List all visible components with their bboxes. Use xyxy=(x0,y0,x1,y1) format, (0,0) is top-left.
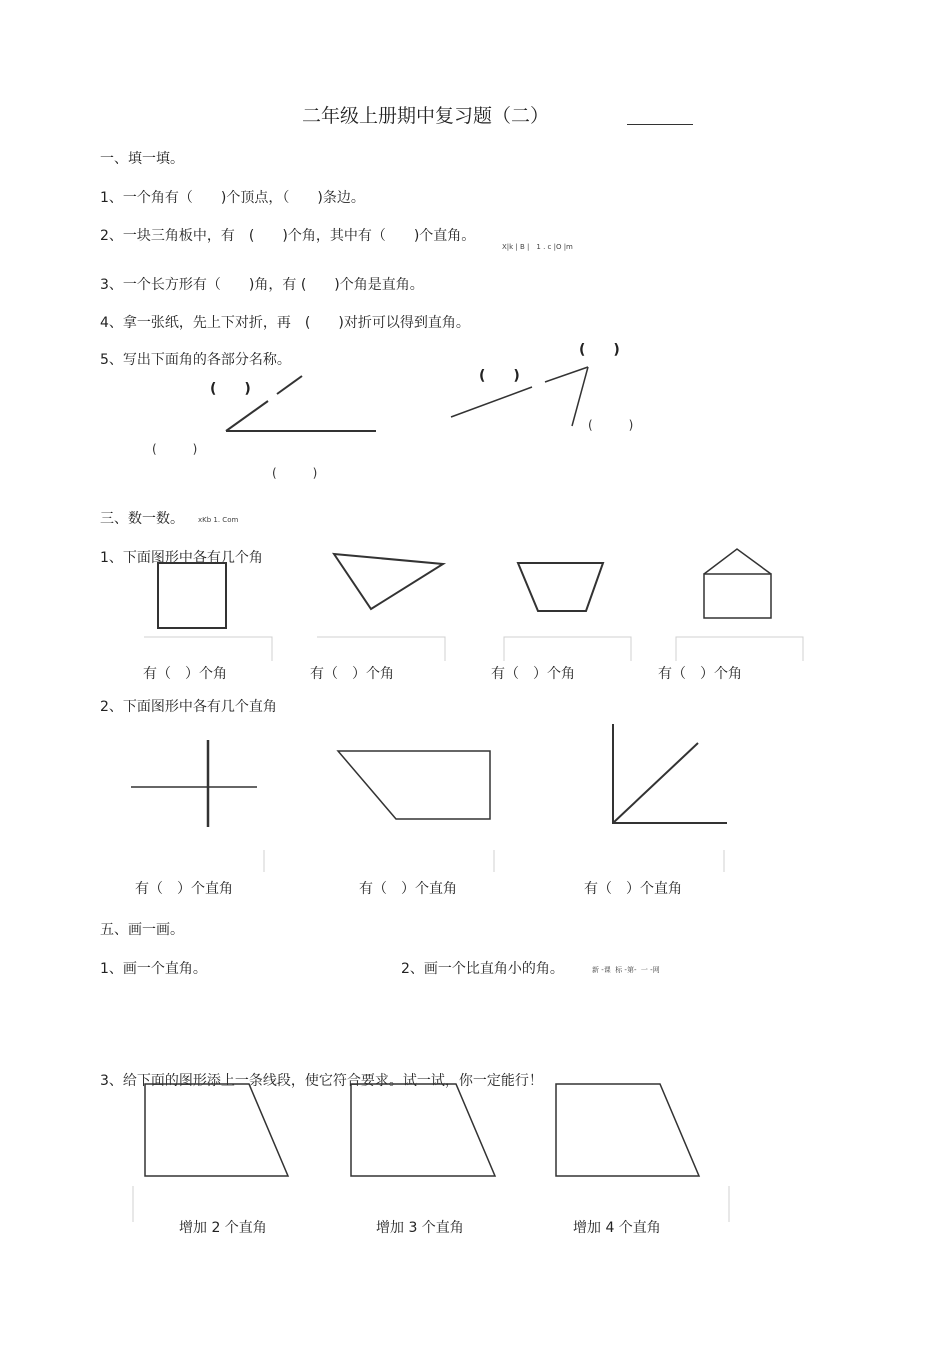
angle2-label-blank-left: ( ) xyxy=(479,368,520,384)
shape-right-angle-with-ray xyxy=(613,724,727,823)
answer-add-2-right-angles: 增加 2 个直角 xyxy=(179,1220,267,1236)
answer-shape-quadrilateral: 有（ ）个直角 xyxy=(359,881,457,897)
angle2-label-blank-right: ( ) xyxy=(588,418,634,432)
answer-shape-cross: 有（ ）个直角 xyxy=(135,881,233,897)
section1-heading: 一、填一填。 xyxy=(100,151,184,167)
angle2-long-side xyxy=(451,387,532,417)
angle-figure-1 xyxy=(226,376,376,431)
angle1-label-blank-left: ( ) xyxy=(152,442,198,456)
question-1-1: 1、一个角有（ )个顶点，（ )条边。 xyxy=(100,190,365,206)
shape-square xyxy=(158,563,226,628)
question-1-4: 4、拿一张纸，先上下对折，再 ( )对折可以得到直角。 xyxy=(100,315,470,331)
shape-right-trapezoid-1 xyxy=(145,1084,288,1176)
answer-shape-house: 有（ ）个角 xyxy=(658,666,742,682)
angle2-label-blank-top: ( ) xyxy=(579,342,620,358)
angle2-side-to-vertex xyxy=(545,367,588,382)
shape-cross xyxy=(131,740,257,827)
answer-shape-square: 有（ ）个角 xyxy=(143,666,227,682)
page-title: 二年级上册期中复习题（二） xyxy=(302,105,550,127)
angle1-side-upper xyxy=(226,401,268,431)
shape-right-trapezoid-2 xyxy=(351,1084,495,1176)
shape-quadrilateral xyxy=(338,751,490,819)
angle2-short-side xyxy=(572,367,588,426)
question-1-5: 5、写出下面角的各部分名称。 xyxy=(100,352,291,368)
angle1-label-blank-bottom: ( ) xyxy=(272,466,318,480)
answer-shape-triangle: 有（ ）个角 xyxy=(310,666,394,682)
section3-heading: 三、数一数。 xyxy=(100,511,184,527)
question-1-3: 3、一个长方形有（ )角，有 ( )个角是直角。 xyxy=(100,277,424,293)
answer-shape-angle: 有（ ）个直角 xyxy=(584,881,682,897)
answer-add-3-right-angles: 增加 3 个直角 xyxy=(376,1220,464,1236)
section5-heading: 五、画一画。 xyxy=(100,922,184,938)
angle1-label-blank-top: ( ) xyxy=(210,381,251,397)
question-5-2: 2、画一个比直角小的角。 xyxy=(401,961,564,977)
question-1-2: 2、一块三角板中，有 ( )个角，其中有（ )个直角。 xyxy=(100,228,476,244)
angle1-side-upper-tip xyxy=(277,376,302,394)
watermark-text: 新 -课 标 -第- 一 -网 xyxy=(592,966,660,974)
faint-separators xyxy=(133,637,803,1222)
watermark-text: X|k | B | 1 . c |O |m xyxy=(502,243,573,251)
question-3-2: 2、下面图形中各有几个直角 xyxy=(100,699,277,715)
question-3-1: 1、下面图形中各有几个角 xyxy=(100,550,263,566)
answer-shape-trapezoid: 有（ ）个角 xyxy=(491,666,575,682)
shape-trapezoid xyxy=(518,563,603,611)
question-5-3: 3、给下面的图形添上一条线段，使它符合要求。试一试，你一定能行！ xyxy=(100,1073,543,1089)
answer-add-4-right-angles: 增加 4 个直角 xyxy=(573,1220,661,1236)
shape-house xyxy=(704,549,771,618)
shape-triangle xyxy=(334,554,443,609)
question-5-1: 1、画一个直角。 xyxy=(100,961,207,977)
watermark-text: xKb 1. Com xyxy=(198,516,239,524)
angle-figure-2 xyxy=(451,367,588,426)
shape-right-trapezoid-3 xyxy=(556,1084,699,1176)
